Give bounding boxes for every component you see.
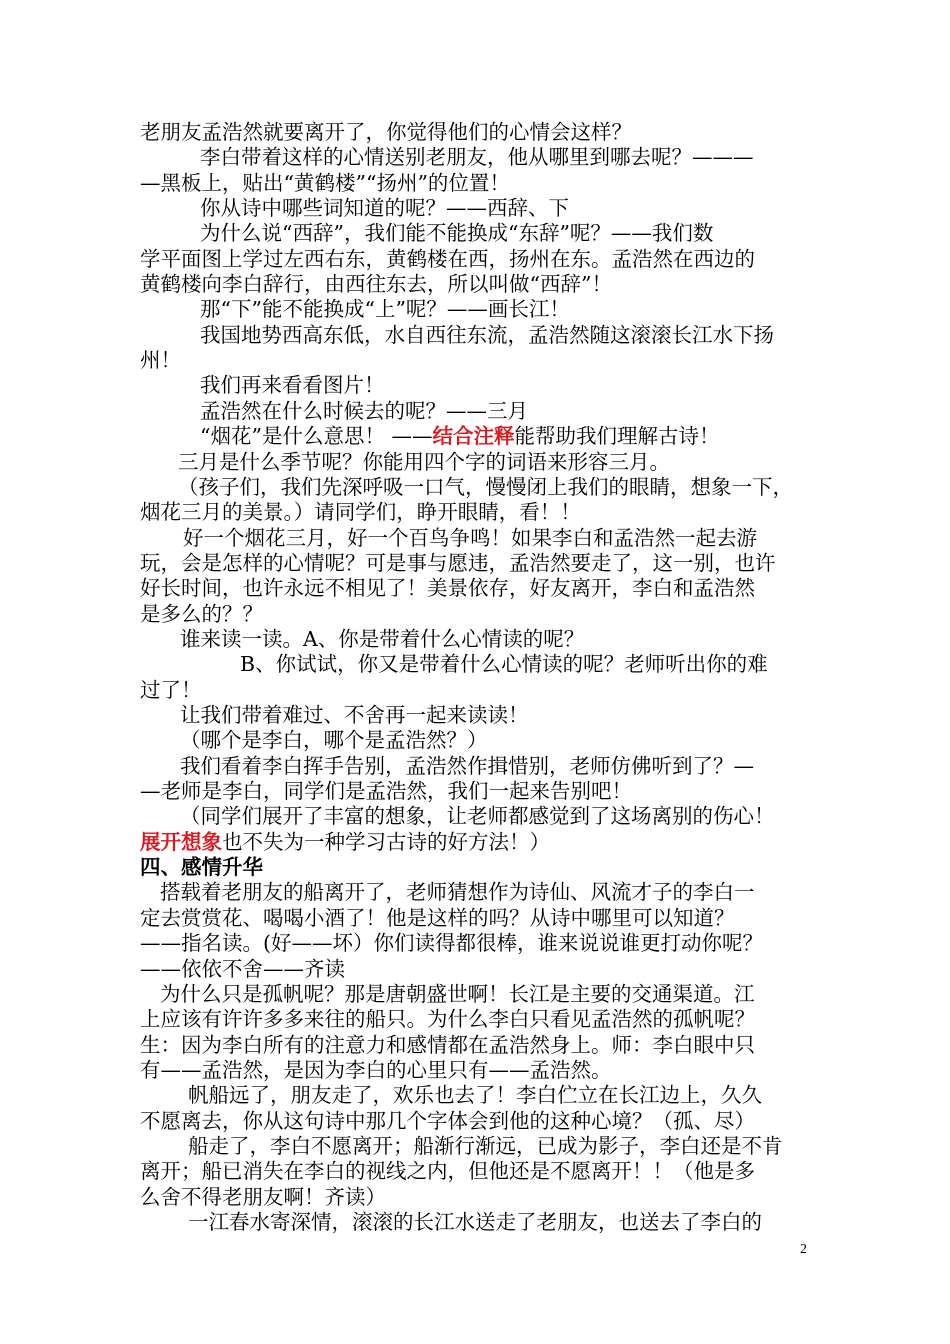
text-line: 定去赏赏花、喝喝小酒了！他是这样的吗？从诗中哪里可以知道？ <box>140 906 735 930</box>
highlight-term: 结合注释 <box>432 424 515 448</box>
text-line-with-highlight <box>140 830 550 855</box>
text-line: 那“下”能不能换成“上”呢？——画长江！ <box>200 297 570 321</box>
text-line: —黑板上，贴出“黄鹤楼”“扬州”的位置！ <box>140 171 510 195</box>
page-number: 2 <box>800 1242 807 1257</box>
text-line: 黄鹤楼向李白辞行，由西往东去，所以叫做“西辞”！ <box>140 272 612 296</box>
text-line: 我们看着李白挥手告别，孟浩然作揖惜别，老师仿佛听到了？— <box>180 754 754 778</box>
text-line: 玩，会是怎样的心情呢？可是事与愿违，孟浩然要走了，这一别，也许 <box>140 551 776 575</box>
text-line: 孟浩然在什么时候去的呢？——三月 <box>200 399 528 423</box>
text-line: 为什么说“西辞”，我们能不能换成“东辞”呢？——我们数 <box>200 221 714 245</box>
text-span: “烟花”是什么意思！ —— <box>200 424 433 448</box>
text-line: 搭载着老朋友的船离开了，老师猜想作为诗仙、风流才子的李白一 <box>160 880 755 904</box>
text-line: B、你试试，你又是带着什么心情读的呢？老师听出你的难 <box>240 652 768 676</box>
text-line: 不愿离去，你从这句诗中那几个字体会到他的这种心境？（孤、尽） <box>140 1109 755 1133</box>
text-line: 让我们带着难过、不舍再一起来读读！ <box>180 703 529 727</box>
text-line: 老朋友孟浩然就要离开了，你觉得他们的心情会这样？ <box>140 120 632 144</box>
text-line: （孩子们，我们先深呼吸一口气，慢慢闭上我们的眼睛，想象一下， <box>178 475 793 499</box>
text-line: ——指名读。(好——坏）你们读得都很棒，谁来说说谁更打动你呢？ <box>140 931 763 955</box>
text-line: 上应该有许许多多来往的船只。为什么李白只看见孟浩然的孤帆呢？ <box>140 1007 755 1031</box>
text-span: 也不失为一种学习古诗的好方法！） <box>222 830 550 854</box>
text-line: 有——孟浩然，是因为李白的心里只有——孟浩然。 <box>140 1058 612 1082</box>
text-line: 学平面图上学过左西右东，黄鹤楼在西，扬州在东。孟浩然在西边的 <box>140 247 755 271</box>
text-line: 为什么只是孤帆呢？那是唐朝盛世啊！长江是主要的交通渠道。江 <box>160 982 755 1006</box>
text-line: ——依依不舍——齐读 <box>140 957 345 981</box>
text-line: 你从诗中哪些词知道的呢？——西辞、下 <box>200 196 569 220</box>
text-line: —老师是李白，同学们是孟浩然，我们一起来告别吧！ <box>140 779 632 803</box>
text-line: 船走了，李白不愿离开；船渐行渐远，已成为影子，李白还是不肯 <box>188 1134 783 1158</box>
text-line: 好长时间，也许永远不相见了！美景依存，好友离开，李白和孟浩然 <box>140 576 755 600</box>
text-line: 好一个烟花三月，好一个百鸟争鸣！如果李白和孟浩然一起去游 <box>183 526 757 550</box>
text-line: 我国地势西高东低，水自西往东流，孟浩然随这滚滚长江水下扬 <box>200 323 774 347</box>
text-span: 能帮助我们理解古诗！ <box>514 424 720 448</box>
text-line: 谁来读一读。A、你是带着什么心情读的呢？ <box>180 627 585 651</box>
text-line: 我们再来看看图片！ <box>200 373 385 397</box>
section-heading: 四、感情升华 <box>140 855 263 879</box>
text-line: 州！ <box>140 348 181 372</box>
text-line: （哪个是李白，哪个是孟浩然？） <box>180 728 488 752</box>
text-line: 生：因为李白所有的注意力和感情都在孟浩然身上。师：李白眼中只 <box>140 1033 755 1057</box>
text-line: 离开；船已消失在李白的视线之内，但他还是不愿离开！！（他是多 <box>140 1159 755 1183</box>
text-line: 是多么的？？ <box>140 602 263 626</box>
text-line-with-highlight <box>200 424 719 449</box>
text-line: 帆船远了，朋友走了，欢乐也去了！李白伫立在长江边上，久久 <box>188 1083 762 1107</box>
text-line: 三月是什么季节呢？你能用四个字的词语来形容三月。 <box>178 450 670 474</box>
text-line: 烟花三月的美景。）请同学们，睁开眼睛，看！！ <box>140 500 581 524</box>
text-line: （同学们展开了丰富的想象，让老师都感觉到了这场离别的伤心！ <box>180 804 775 828</box>
text-line: 李白带着这样的心情送别老朋友，他从哪里到哪去呢？——— <box>200 145 754 169</box>
text-line: 么舍不得老朋友啊！齐读） <box>140 1185 386 1209</box>
highlight-term: 展开想象 <box>140 830 222 854</box>
text-line: 过了！ <box>140 678 202 702</box>
text-line: 一江春水寄深情，滚滚的长江水送走了老朋友，也送去了李白的 <box>188 1210 762 1234</box>
